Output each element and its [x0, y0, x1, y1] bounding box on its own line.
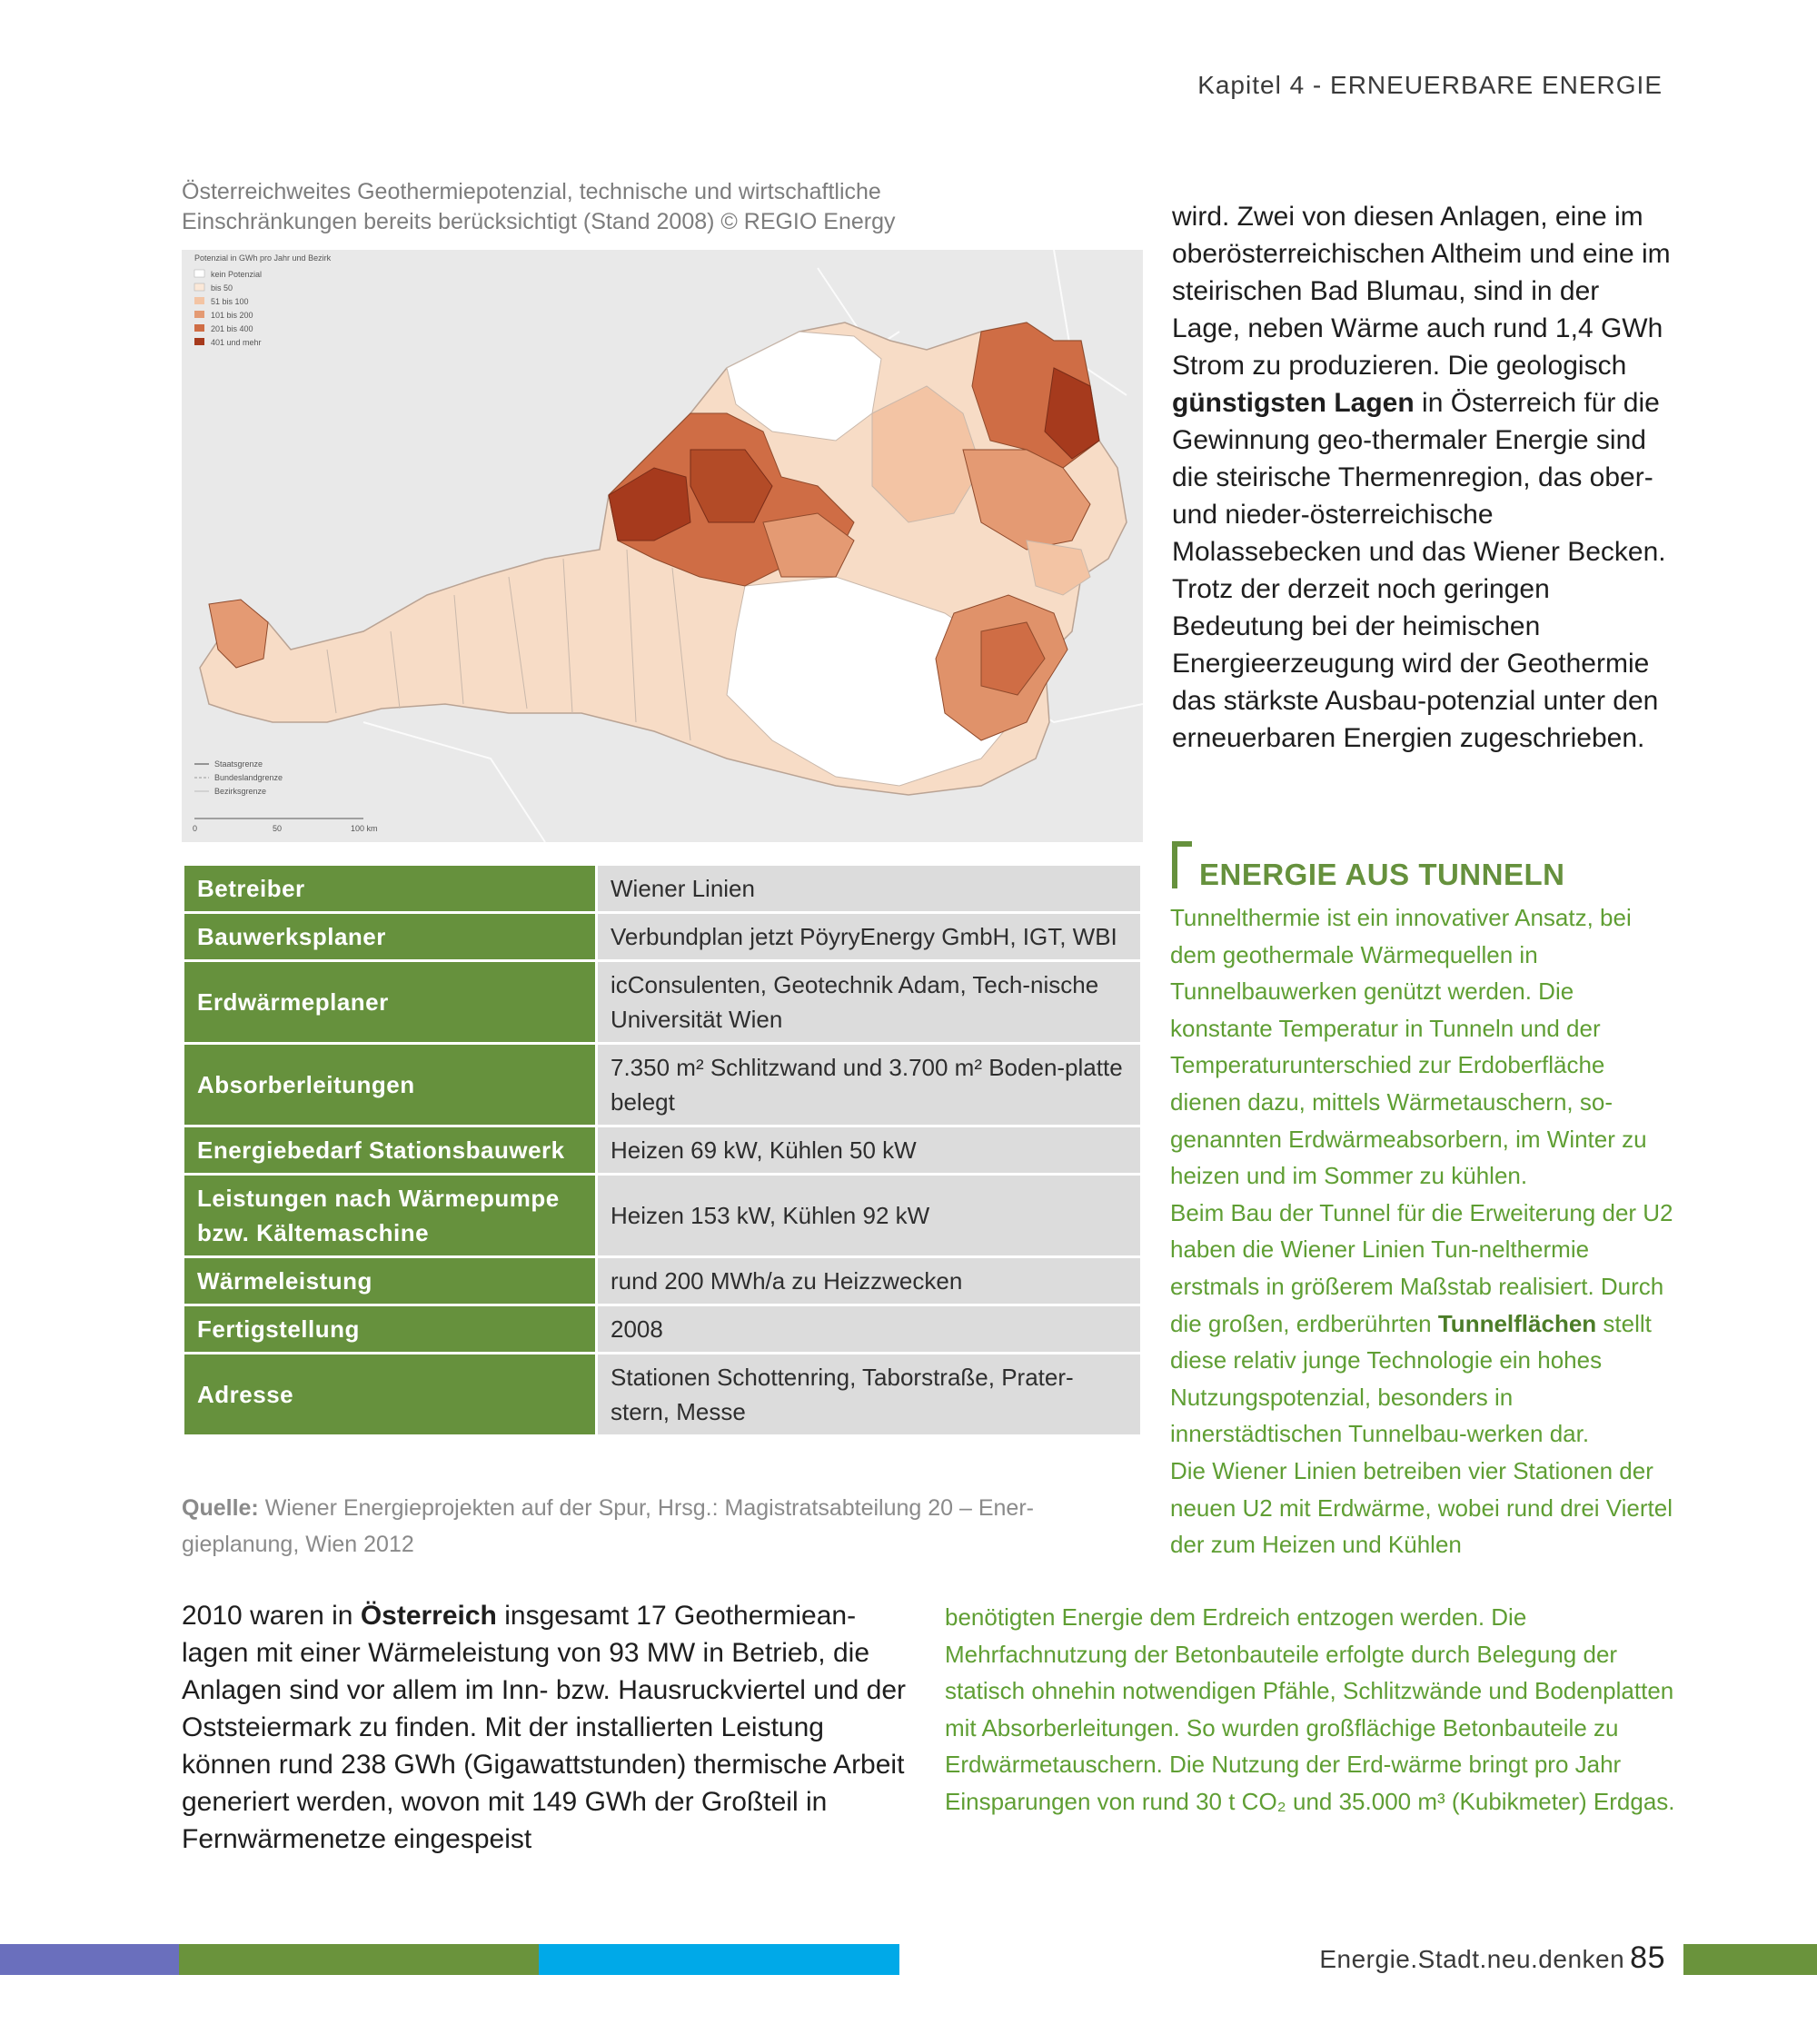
table-value: Verbundplan jetzt PöyryEnergy GmbH, IGT, WBI: [598, 914, 1140, 959]
line-legend-label: Staatsgrenze: [214, 759, 263, 769]
legend-title: Potenzial in GWh pro Jahr und Bezirk: [194, 253, 332, 263]
tunnel-section-heading: [1172, 841, 1681, 896]
footer-bar-cyan: [539, 1944, 899, 1975]
map-caption: [182, 177, 999, 237]
bold-term: günstigsten Lagen: [1172, 388, 1415, 418]
legend-label: 51 bis 100: [211, 297, 249, 306]
line-legend-label: Bundeslandgrenze: [214, 773, 283, 782]
bold-term: Tunnelflächen: [1437, 1309, 1597, 1337]
chapter-header: Kapitel 4 - ERNEUERBARE ENERGIE: [1197, 71, 1663, 99]
table-value: Heizen 69 kW, Kühlen 50 kW: [598, 1127, 1140, 1173]
footer-bar-right: [1683, 1944, 1817, 1975]
table-label: Bauwerksplaner: [184, 914, 595, 959]
austria-map-svg: [182, 250, 1143, 842]
table-value: Wiener Linien: [598, 866, 1140, 911]
legend-swatch: [194, 297, 204, 304]
table-label: Wärmeleistung: [184, 1258, 595, 1304]
table-source: [182, 1490, 1136, 1563]
map-caption-line-1: Österreichweites Geothermiepotenzial, technische und wirtschaftliche: [182, 179, 881, 204]
table-label: Fertigstellung: [184, 1306, 595, 1352]
footer: [1272, 1940, 1665, 1976]
footer-title: Energie.Stadt.neu.denken: [1319, 1945, 1625, 1973]
table-value: 7.350 m² Schlitzwand und 3.700 m² Boden-platte belegt: [598, 1045, 1140, 1125]
legend-label: 101 bis 200: [211, 311, 253, 320]
page-number: 85: [1630, 1940, 1665, 1975]
text-run: wird. Zwei von diesen Anlagen, eine im oberösterreichischen Altheim und eine im steirischen Bad Blumau, sind in der Lage, neben Wärme auch rund 1,4 GWh Strom zu produzieren. Die geologisch: [1172, 202, 1671, 381]
scale-label: 100 km: [351, 824, 378, 833]
body-paragraph-plants: [1172, 198, 1672, 757]
table-label: Erdwärmeplaner: [184, 962, 595, 1042]
table-row: [184, 1306, 1140, 1352]
tunnel-paragraph: [1170, 1195, 1674, 1453]
table-row: [184, 962, 1140, 1042]
map-caption-line-2: Einschränkungen bereits berücksichtigt (Stand 2008) © REGIO Energy: [182, 209, 896, 234]
legend-label: kein Potenzial: [211, 270, 263, 279]
text-run: Beim Bau der Tunnel für die Erweiterung der U2 haben die Wiener Linien Tun-nelthermie erstmals in größerem Maßstab realisiert. Durch die großen, erdberührten: [1170, 1198, 1673, 1337]
table-value: 2008: [598, 1306, 1140, 1352]
legend-swatch: [194, 270, 204, 277]
table-label: Absorberleitungen: [184, 1045, 595, 1125]
footer-bar-blue: [0, 1944, 179, 1975]
project-info-table: [182, 863, 1143, 1437]
table-label: Adresse: [184, 1354, 595, 1434]
table-value: Heizen 153 kW, Kühlen 92 kW: [598, 1176, 1140, 1255]
legend-swatch: [194, 311, 204, 318]
tunnel-paragraph: Tunnelthermie ist ein innovativer Ansatz, bei dem geothermale Wärmequellen in Tunnelbauwerken genützt werden. Die konstante Temperatur in Tunneln und der Temperaturunterschied zur Erdoberfläche dienen dazu, mittels Wärmetauschern, so-genannten Erdwärmeabsorbern, im Winter zu heizen und im Sommer zu kühlen.: [1170, 904, 1647, 1190]
source-label: Quelle:: [182, 1495, 259, 1521]
legend-label: 401 und mehr: [211, 338, 262, 347]
tunnel-paragraph: Die Wiener Linien betreiben vier Stationen der neuen U2 mit Erdwärme, wobei rund drei Viertel der zum Heizen und Kühlen: [1170, 1456, 1673, 1559]
bold-term: Österreich: [360, 1601, 497, 1631]
text-run: 2010 waren in: [182, 1601, 361, 1631]
legend-swatch: [194, 324, 204, 332]
tunnel-paragraph-continued: benötigten Energie dem Erdreich entzogen werden. Die Mehrfachnutzung der Betonbauteile erfolgte durch Belegung der statisch ohnehin notwendigen Pfähle, Schlitzwände und Bodenplatten mit Absorberleitungen. So wurden großflächige Betonbauteile zu Erdwärmetauschern. Die Nutzung der Erd-wärme bringt pro Jahr Einsparungen von rund 30 t CO₂ und 35.000 m³ (Kubikmeter) Erdgas.: [945, 1603, 1675, 1815]
body-paragraph-austria: [182, 1597, 908, 1858]
footer-bar-green: [179, 1944, 539, 1975]
table-value: Stationen Schottenring, Taborstraße, Prater-stern, Messe: [598, 1354, 1140, 1434]
table-row: [184, 1176, 1140, 1255]
legend-swatch: [194, 283, 204, 291]
text-run: in Österreich für die Gewinnung geo-thermaler Energie sind die steirische Thermenregion, das ober- und nieder-österreichische Molassebecken und das Wiener Becken. Trotz der derzeit noch geringen Bedeutung bei der heimischen Energieerzeugung wird der Geothermie das stärkste Ausbau-potenzial unter den erneuerbaren Energien zugeschrieben.: [1172, 388, 1666, 753]
scale-label: 0: [193, 824, 198, 833]
table-row: [184, 866, 1140, 911]
line-legend-label: Bezirksgrenze: [214, 787, 267, 796]
text-run: stellt diese relativ junge Technologie ein hohes Nutzungspotenzial, besonders in innerstädtischen Tunnelbau-werken dar.: [1170, 1309, 1652, 1448]
scale-label: 50: [273, 824, 283, 833]
legend-label: bis 50: [211, 283, 233, 293]
geothermal-map: [182, 250, 1143, 842]
table-row: [184, 1258, 1140, 1304]
table-row: [184, 1127, 1140, 1173]
table-label: Energiebedarf Stationsbauwerk: [184, 1127, 595, 1173]
table-value: icConsulenten, Geotechnik Adam, Tech-nische Universität Wien: [598, 962, 1140, 1042]
source-text: Wiener Energieprojekten auf der Spur, Hrsg.: Magistratsabteilung 20 – Ener-gieplanung, Wien 2012: [182, 1495, 1034, 1557]
tunnel-text-column: [1170, 899, 1674, 1563]
table-label: Betreiber: [184, 866, 595, 911]
table-label: Leistungen nach Wärmepumpe bzw. Kältemaschine: [184, 1176, 595, 1255]
legend-swatch: [194, 338, 204, 345]
table-row: [184, 914, 1140, 959]
tunnel-heading-text: ENERGIE AUS TUNNELN: [1199, 858, 1565, 891]
table-value: rund 200 MWh/a zu Heizzwecken: [598, 1258, 1140, 1304]
corner-bracket-icon: [1172, 841, 1192, 888]
table-row: [184, 1354, 1140, 1434]
legend-label: 201 bis 400: [211, 324, 253, 333]
table-row: [184, 1045, 1140, 1125]
text-run: insgesamt 17 Geothermiean-lagen mit einer Wärmeleistung von 93 MW in Betrieb, die Anlagen sind vor allem im Inn- bzw. Hausruckviertel und der Oststeiermark zu finden. Mit der installierten Leistung können rund 238 GWh (Gigawattstunden) thermische Arbeit generiert werden, wovon mit 149 GWh der Großteil in Fernwärmenetze eingespeist: [182, 1601, 907, 1854]
